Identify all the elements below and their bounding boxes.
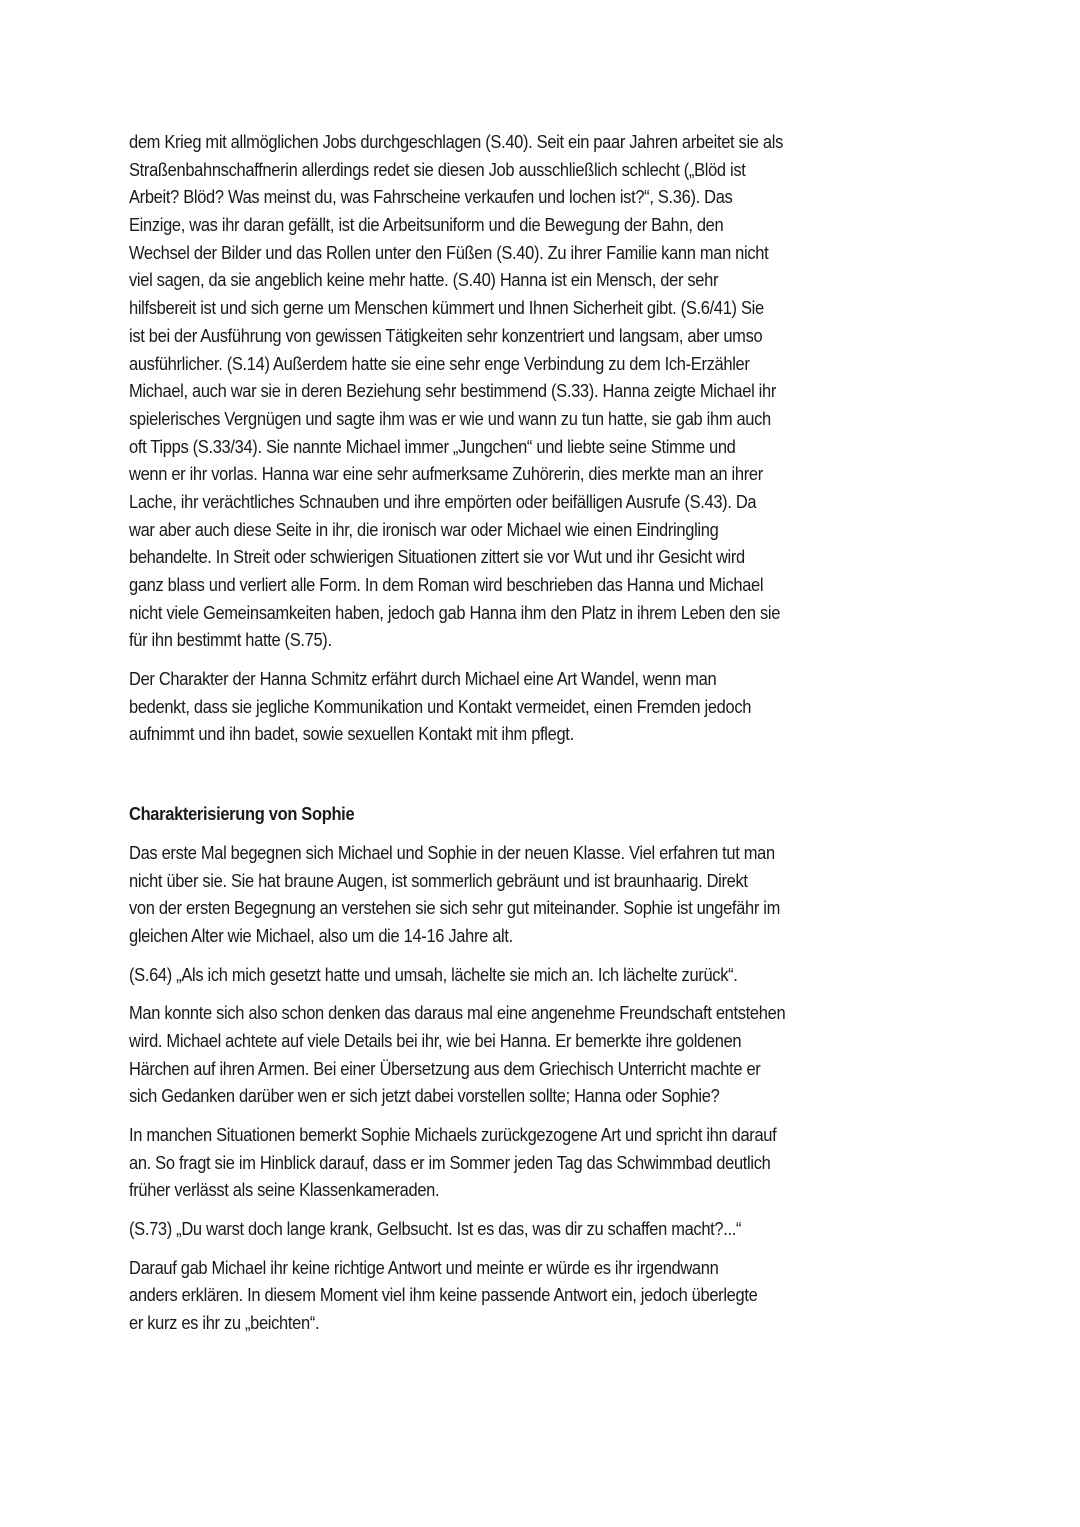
- text-line: Wechsel der Bilder und das Rollen unter den Füßen (S.40). Zu ihrer Familie kann man nicht: [129, 242, 769, 263]
- text-line: wenn er ihr vorlas. Hanna war eine sehr aufmerksame Zuhörerin, dies merkte man an ihrer: [129, 464, 763, 485]
- text-line: wird. Michael achtete auf viele Details bei ihr, wie bei Hanna. Er bemerkte ihre goldenen: [129, 1030, 742, 1051]
- text-line: dem Krieg mit allmöglichen Jobs durchgeschlagen (S.40). Seit ein paar Jahren arbeitet sie als: [129, 132, 783, 152]
- text-line: er kurz es ihr zu „beichten“.: [129, 1313, 320, 1334]
- section-spacer: [129, 760, 959, 801]
- quote-line: (S.64) „Als ich mich gesetzt hatte und umsah, lächelte sie mich an. Ich lächelte zurück“.: [129, 964, 738, 985]
- text-line: für ihn bestimmt hatte (S.75).: [129, 630, 332, 651]
- text-line: Man konnte sich also schon denken das daraus mal eine angenehme Freundschaft entstehen: [129, 1003, 786, 1024]
- text-line: Einzige, was ihr daran gefällt, ist die Arbeitsuniform und die Bewegung der Bahn, den: [129, 215, 724, 236]
- text-line: an. So fragt sie im Hinblick darauf, dass er im Sommer jeden Tag das Schwimmbad deutlich: [129, 1152, 771, 1173]
- heading-text: Charakterisierung von Sophie: [129, 804, 355, 825]
- text-line: von der ersten Begegnung an verstehen sie sich sehr gut miteinander. Sophie ist ungefähr im: [129, 898, 781, 919]
- text-line: ist bei der Ausführung von gewissen Tätigkeiten sehr konzentriert und langsam, aber umso: [129, 325, 763, 346]
- text-line: Michael, auch war sie in deren Beziehung sehr bestimmend (S.33). Hanna zeigte Michael ihr: [129, 381, 777, 402]
- text-line: bedenkt, dass sie jegliche Kommunikation und Kontakt vermeidet, einen Fremden jedoch: [129, 696, 752, 717]
- text-line: früher verlässt als seine Klassenkameraden.: [129, 1180, 440, 1201]
- document-page: [129, 129, 959, 1349]
- text-line: Arbeit? Blöd? Was meinst du, was Fahrscheine verkaufen und lochen ist?“, S.36). Das: [129, 187, 733, 208]
- paragraph-sophie-notices: [129, 1122, 959, 1205]
- paragraph-sophie-intro: [129, 840, 959, 951]
- text-line: Härchen auf ihren Armen. Bei einer Übersetzung aus dem Griechisch Unterricht machte er: [129, 1058, 761, 1079]
- text-line: viel sagen, da sie angeblich keine mehr hatte. (S.40) Hanna ist ein Mensch, der sehr: [129, 270, 719, 291]
- paragraph-sophie-friendship: [129, 1000, 959, 1111]
- text-line: hilfsbereit ist und sich gerne um Menschen kümmert und Ihnen Sicherheit gibt. (S.6/41) Sie: [129, 298, 764, 319]
- text-line: Das erste Mal begegnen sich Michael und Sophie in der neuen Klasse. Viel erfahren tut man: [129, 842, 775, 863]
- paragraph-michael-response: [129, 1255, 959, 1338]
- text-line: Straßenbahnschaffnerin allerdings redet sie diesen Job ausschließlich schlecht („Blöd ist: [129, 159, 746, 180]
- text-line: aufnimmt und ihn badet, sowie sexuellen Kontakt mit ihm pflegt.: [129, 724, 574, 745]
- section-sophie: [129, 801, 959, 1338]
- text-line: ganz blass und verliert alle Form. In dem Roman wird beschrieben das Hanna und Michael: [129, 575, 764, 595]
- paragraph-quote-s73: [129, 1216, 959, 1244]
- paragraph-hanna-conclusion: [129, 666, 959, 749]
- paragraph-hanna-description: [129, 129, 959, 655]
- quote-line: (S.73) „Du warst doch lange krank, Gelbsucht. Ist es das, was dir zu schaffen macht?...“: [129, 1219, 742, 1240]
- text-line: nicht viele Gemeinsamkeiten haben, jedoch gab Hanna ihm den Platz in ihrem Leben den sie: [129, 602, 781, 623]
- text-line: oft Tipps (S.33/34). Sie nannte Michael immer „Jungchen“ und liebte seine Stimme und: [129, 436, 736, 457]
- text-line: nicht über sie. Sie hat braune Augen, ist sommerlich gebräunt und ist braunhaarig. Direkt: [129, 870, 748, 891]
- section-hanna: [129, 129, 959, 749]
- text-line: Darauf gab Michael ihr keine richtige Antwort und meinte er würde es ihr irgendwann: [129, 1257, 719, 1278]
- paragraph-quote-s64: [129, 962, 959, 990]
- text-line: gleichen Alter wie Michael, also um die 14-16 Jahre alt.: [129, 925, 513, 946]
- text-line: Lache, ihr verächtliches Schnauben und ihre empörten oder beifälligen Ausrufe (S.43). Da: [129, 491, 757, 512]
- text-line: spielerisches Vergnügen und sagte ihm was er wie und wann zu tun hatte, sie gab ihm auch: [129, 408, 771, 429]
- text-line: behandelte. In Streit oder schwierigen Situationen zittert sie vor Wut und ihr Gesicht wird: [129, 547, 745, 568]
- text-line: Der Charakter der Hanna Schmitz erfährt durch Michael eine Art Wandel, wenn man: [129, 669, 717, 690]
- text-line: war aber auch diese Seite in ihr, die ironisch war oder Michael wie einen Eindringling: [129, 519, 719, 540]
- text-line: ausführlicher. (S.14) Außerdem hatte sie eine sehr enge Verbindung zu dem Ich-Erzähler: [129, 353, 750, 374]
- text-line: anders erklären. In diesem Moment viel ihm keine passende Antwort ein, jedoch überlegte: [129, 1285, 758, 1306]
- section-heading: [129, 801, 959, 829]
- text-line: In manchen Situationen bemerkt Sophie Michaels zurückgezogene Art und spricht ihn darauf: [129, 1125, 777, 1145]
- text-line: sich Gedanken darüber wen er sich jetzt dabei vorstellen sollte; Hanna oder Sophie?: [129, 1086, 720, 1107]
